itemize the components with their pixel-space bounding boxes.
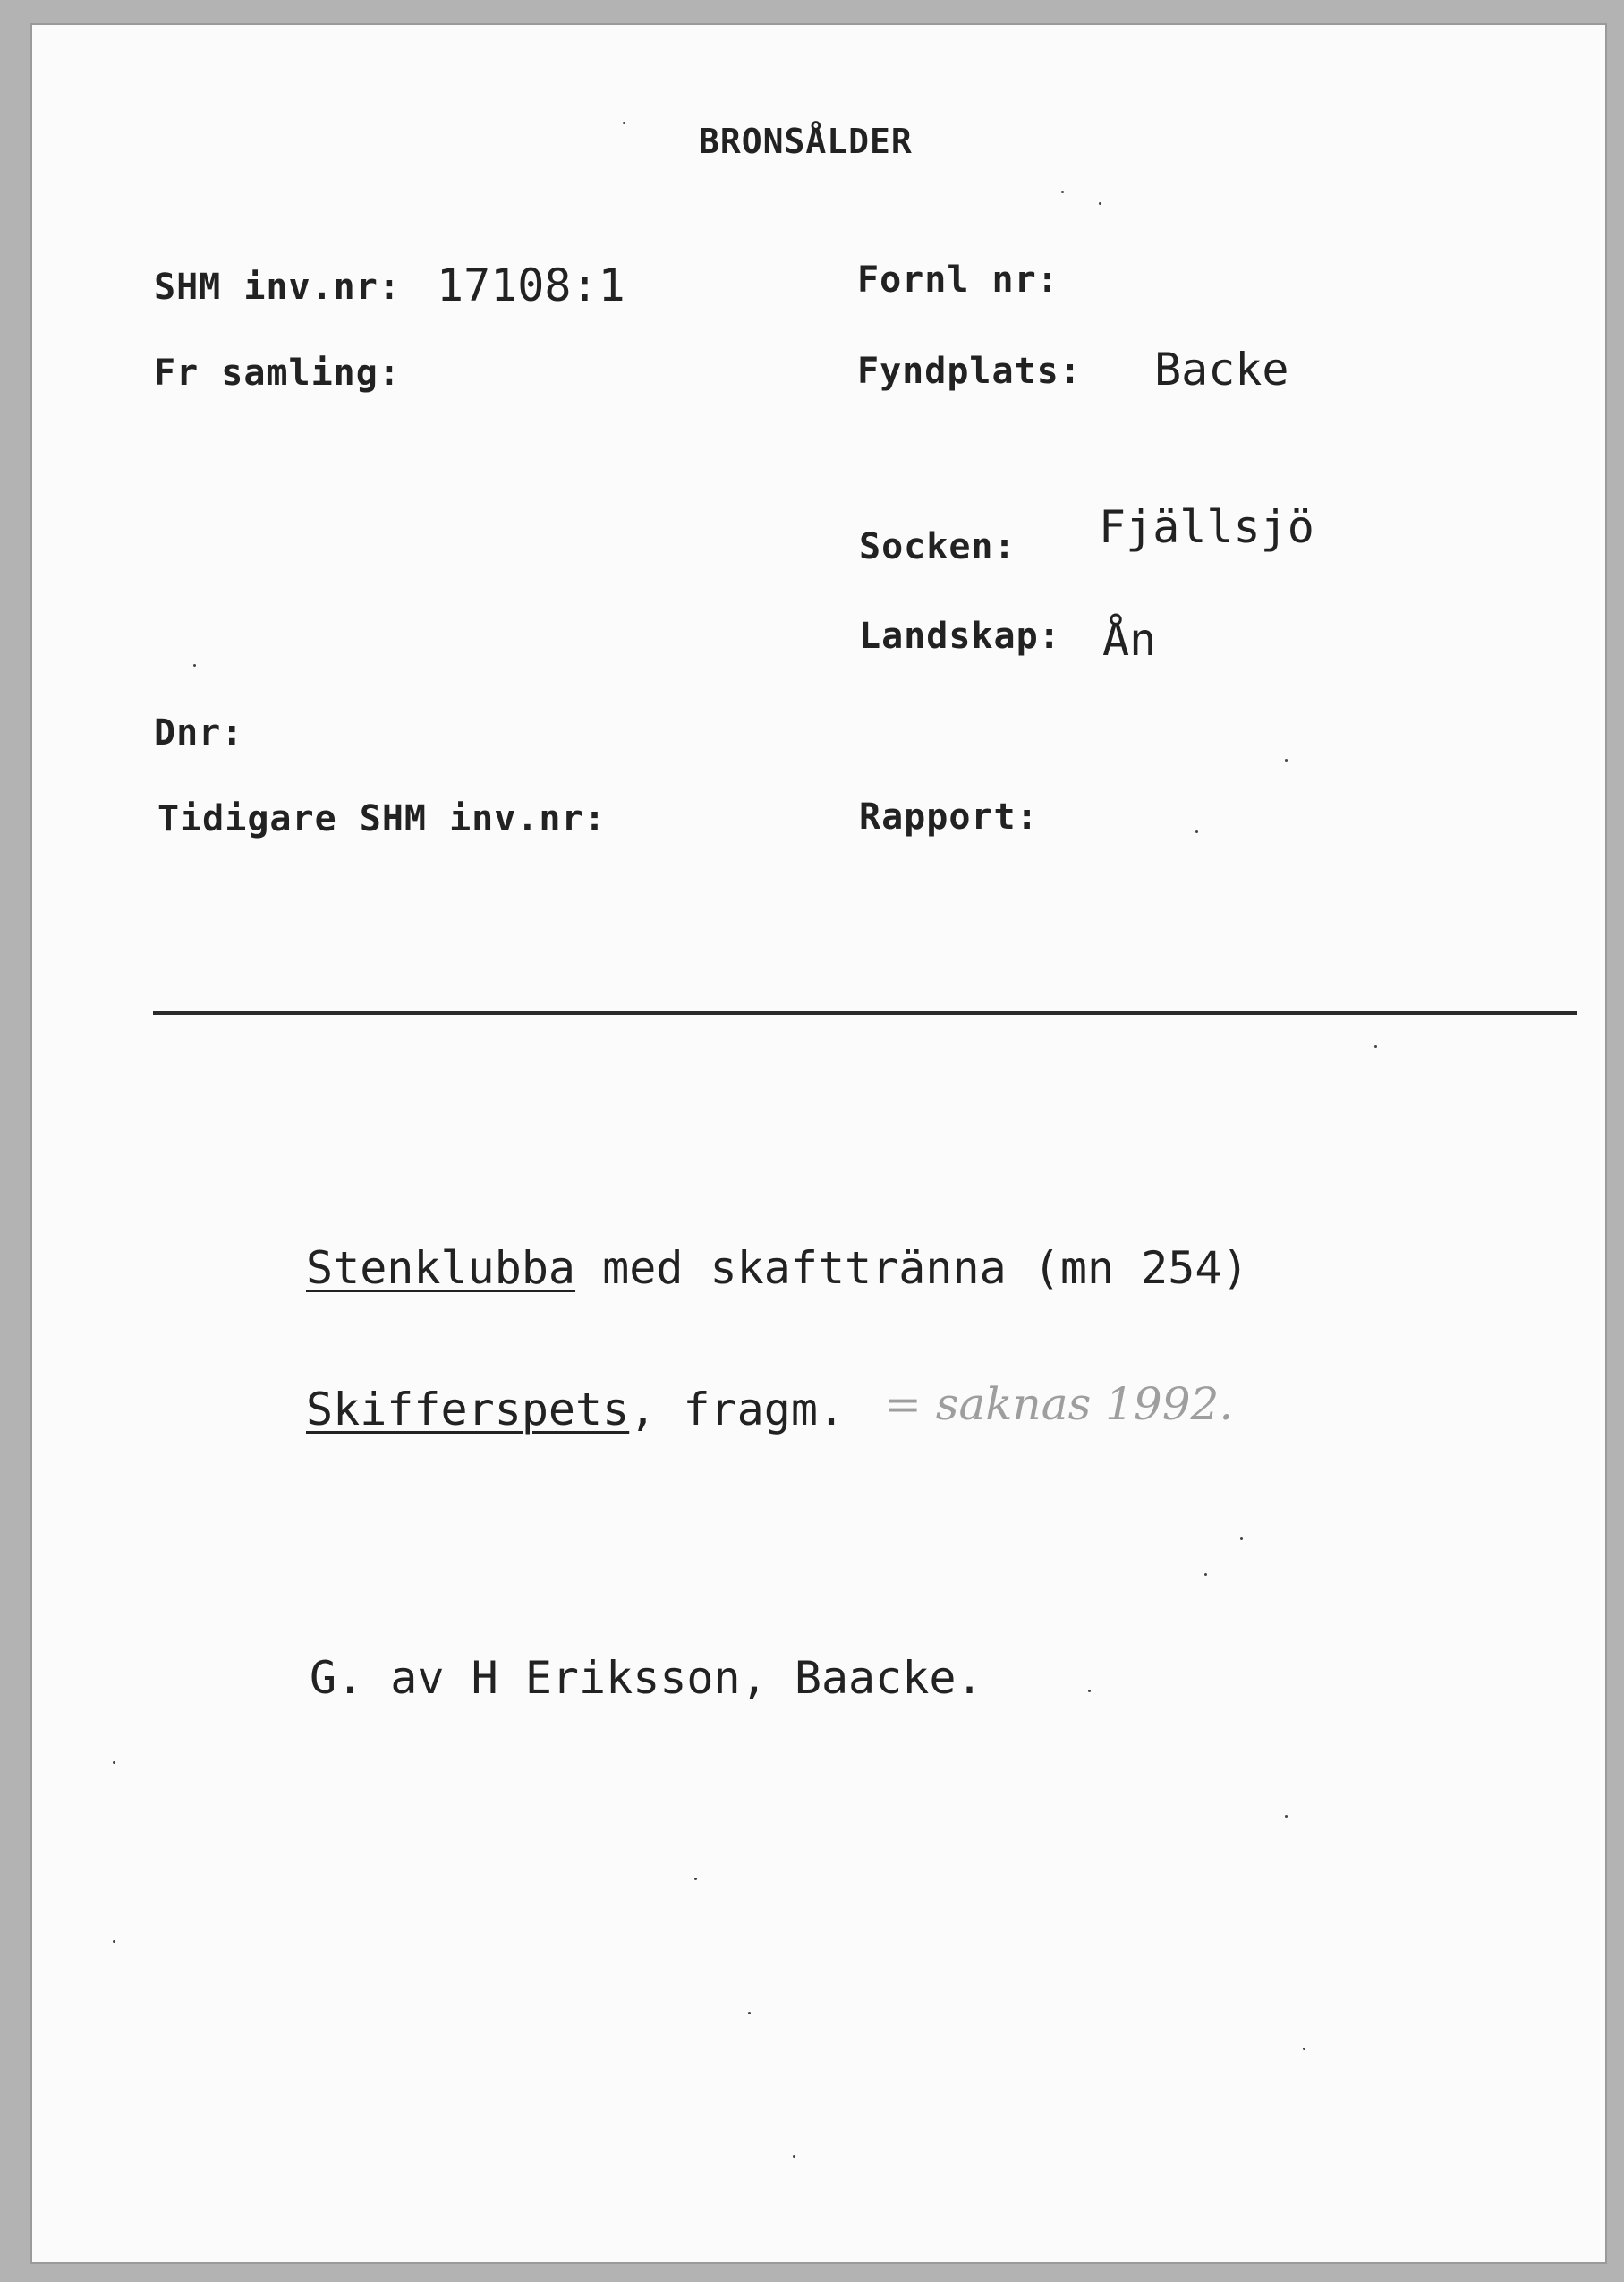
speck <box>1099 202 1101 205</box>
handwritten-note: = saknas 1992. <box>884 1378 1234 1430</box>
speck <box>793 2155 795 2158</box>
fyndplats-label: Fyndplats: <box>857 351 1082 392</box>
speck <box>113 1940 115 1943</box>
rapport-label: Rapport: <box>859 796 1039 838</box>
item-line-1 <box>306 1242 1249 1294</box>
donor-line: G. av H Eriksson, Baacke. <box>310 1652 983 1704</box>
socken-label: Socken: <box>859 526 1016 567</box>
tidigare-shm-label: Tidigare SHM inv.nr: <box>157 798 607 839</box>
fyndplats-value: Backe <box>1154 344 1289 396</box>
speck <box>1088 1690 1091 1692</box>
speck <box>193 664 196 667</box>
speck <box>694 1878 697 1880</box>
shm-inv-label: SHM inv.nr: <box>154 267 401 308</box>
item-name: Stenklubba <box>306 1242 576 1294</box>
speck <box>1303 2048 1305 2050</box>
landskap-label: Landskap: <box>859 616 1061 657</box>
speck <box>1195 830 1198 833</box>
section-divider <box>153 1011 1577 1015</box>
fornl-label: Fornl nr: <box>857 260 1059 301</box>
speck <box>1285 1815 1288 1818</box>
card-title: BRONSÅLDER <box>699 122 913 161</box>
shm-inv-value: 17108:1 <box>437 260 625 311</box>
fr-samling-label: Fr samling: <box>154 353 401 394</box>
item-description: med skafttränna (mn 254) <box>575 1242 1249 1294</box>
catalog-card <box>32 25 1605 2262</box>
speck <box>748 2012 751 2014</box>
speck <box>1240 1537 1243 1540</box>
speck <box>1061 191 1064 193</box>
speck <box>1204 1573 1207 1576</box>
item-description: , fragm. <box>629 1384 846 1435</box>
landskap-value: Ån <box>1102 614 1157 666</box>
item-line-2 <box>306 1384 845 1435</box>
speck <box>623 122 625 124</box>
speck <box>1285 759 1288 762</box>
dnr-label: Dnr: <box>154 712 244 754</box>
speck <box>1374 1045 1377 1048</box>
socken-value: Fjällsjö <box>1099 501 1314 553</box>
item-name: Skifferspets <box>306 1384 630 1435</box>
speck <box>113 1761 115 1764</box>
